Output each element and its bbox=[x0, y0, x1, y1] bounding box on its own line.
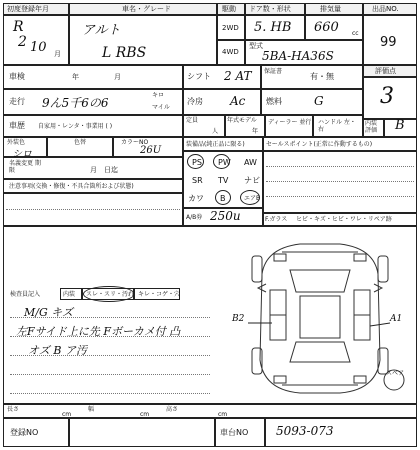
glass-options: ヒビ・キズ・ヒビ・ワレ・リペア跡 bbox=[296, 216, 392, 223]
notes-label: 注意事項(交換・修復・不具合箇所および状態) bbox=[9, 183, 134, 190]
year-model-label: 年式モデル bbox=[227, 117, 257, 124]
car-name-value: アルト bbox=[82, 23, 121, 38]
tag-kise: スレ・スリ・汚れ bbox=[86, 291, 135, 298]
displacement-value: 660 bbox=[314, 20, 339, 35]
capacity-label: 定員 bbox=[186, 117, 199, 124]
warranty-label: 保証書 bbox=[264, 68, 283, 75]
doors-value: 5. HB bbox=[254, 20, 292, 35]
drive-label: 駆動 bbox=[222, 5, 236, 13]
inspector-line-5 bbox=[10, 393, 210, 394]
color2-label: 色替 bbox=[74, 139, 87, 146]
equip-airbag: エアB bbox=[244, 195, 261, 202]
reg-date-label: 初度登録年月 bbox=[7, 5, 49, 13]
height-unit: cm bbox=[218, 411, 228, 418]
shift-value: 2 AT bbox=[224, 69, 252, 83]
sales-line-3 bbox=[266, 196, 414, 197]
tag-kise-circle bbox=[83, 286, 135, 302]
equip-leather: カワ bbox=[188, 194, 204, 203]
sales-line-1 bbox=[266, 166, 414, 167]
doors-label: ドア数・形状 bbox=[249, 5, 291, 13]
length-unit: cm bbox=[62, 411, 72, 418]
handle-label: ハンドル 左・右 bbox=[318, 119, 356, 133]
sales-line-2 bbox=[266, 181, 414, 182]
equip-pw: PW bbox=[218, 158, 231, 167]
model-value: 5BA-HA36S bbox=[262, 49, 334, 63]
grade-value: L RBS bbox=[102, 45, 147, 61]
displacement-label: 排気量 bbox=[320, 5, 341, 13]
model-label: 型式 bbox=[249, 42, 263, 50]
spare-label: スペア bbox=[386, 370, 405, 377]
km-label: キロ bbox=[152, 92, 165, 99]
color-no-label: カラーNO bbox=[121, 139, 149, 146]
inspector-note-1: M/G キズ bbox=[24, 306, 74, 319]
reg-no-label: 登録NO bbox=[10, 428, 39, 437]
name-change-month-day: 月 日迄 bbox=[90, 166, 118, 174]
score-label: 評価点 bbox=[375, 67, 396, 75]
ps-circle bbox=[187, 154, 204, 169]
color-no-value: 26U bbox=[140, 145, 162, 156]
width-label: 幅 bbox=[88, 406, 95, 413]
reg-month-label: 月 bbox=[54, 50, 61, 58]
tag-interior: 内装 bbox=[63, 291, 76, 298]
warranty-sub: 有・無 bbox=[310, 72, 334, 81]
name-change-label: 名義変更 期 限 bbox=[9, 160, 41, 174]
score-value: 3 bbox=[380, 84, 394, 109]
shaken-year-label: 年 bbox=[72, 73, 79, 81]
equip-b: B bbox=[220, 194, 226, 203]
ac-value: Ac bbox=[230, 94, 246, 108]
mileage-label: 走行 bbox=[9, 97, 25, 106]
inspector-label: 検査員記入 bbox=[10, 291, 41, 298]
chassis-value: 5093-073 bbox=[276, 424, 334, 438]
history-label: 車歴 bbox=[9, 121, 25, 130]
cc-unit: cc bbox=[352, 30, 359, 37]
mile-label: マイル bbox=[152, 104, 170, 111]
sales-point-label: セールスポイント(正常に作動するもの) bbox=[266, 141, 373, 148]
shift-label: シフト bbox=[187, 72, 211, 81]
inspector-note-2: 左Fサイド上に先 Fボーカメ付 凸 bbox=[16, 325, 181, 338]
notes-top-line bbox=[6, 209, 180, 210]
fuel-value: G bbox=[314, 94, 324, 108]
glass-label: F.ガラス bbox=[265, 216, 288, 223]
interior-value: B bbox=[395, 118, 405, 133]
sales-point-area bbox=[263, 151, 417, 213]
key-value: 250u bbox=[210, 209, 241, 223]
reg-month: 10 bbox=[30, 40, 47, 55]
inspector-note-3: オズ B ア汚 bbox=[28, 344, 87, 357]
drive-2wd: 2WD bbox=[222, 24, 239, 32]
ac-label: 冷房 bbox=[187, 97, 203, 106]
capacity-unit: 人 bbox=[212, 128, 219, 135]
drive-4wd: 4WD bbox=[222, 48, 239, 56]
equipment-label: 装備品(純正品に限る) bbox=[186, 141, 245, 148]
mileage-value: 9ん5千6の6 bbox=[42, 96, 109, 110]
year-model-unit: 年 bbox=[252, 128, 259, 135]
color-label: 外装色 bbox=[7, 139, 26, 146]
lot-label: 出品NO. bbox=[372, 5, 399, 13]
width-unit: cm bbox=[140, 411, 150, 418]
shaken-cell bbox=[3, 65, 183, 89]
lot-value: 99 bbox=[380, 35, 397, 50]
interior-label: 内装 評価 bbox=[365, 120, 378, 134]
diagram-label-a1: A1 bbox=[390, 314, 403, 324]
fuel-label: 燃料 bbox=[266, 97, 282, 106]
key-label: A/B券 bbox=[186, 214, 203, 221]
length-label: 長さ bbox=[7, 406, 20, 413]
b-circle bbox=[215, 190, 231, 205]
height-label: 高さ bbox=[166, 406, 179, 413]
inspector-line-4 bbox=[10, 374, 210, 375]
shaken-month-label: 月 bbox=[114, 73, 121, 81]
equip-navi: ナビ bbox=[244, 176, 260, 185]
car-name-label: 車名・グレード bbox=[122, 5, 171, 13]
tag-kiu: キレ・コゲ・穴 bbox=[138, 291, 180, 298]
pw-circle bbox=[213, 154, 230, 169]
chassis-label: 車台NO bbox=[220, 428, 249, 437]
equip-aw: AW bbox=[244, 158, 257, 167]
reg-era: R bbox=[13, 19, 24, 35]
color-value: シロ bbox=[12, 149, 32, 160]
reg-no-value-cell bbox=[69, 418, 215, 447]
equip-ps: PS bbox=[192, 158, 202, 167]
equip-sr: SR bbox=[192, 176, 203, 185]
airbag-circle bbox=[240, 190, 260, 205]
diagram-label-b2: B2 bbox=[232, 314, 245, 324]
shaken-label: 車検 bbox=[9, 72, 25, 81]
dealer-label: ディーラー 並行 bbox=[268, 119, 312, 126]
history-options: 自家用・レンタ・事業用 ( ) bbox=[38, 123, 113, 130]
equip-tv: TV bbox=[218, 176, 229, 185]
reg-year: 2 bbox=[18, 34, 27, 50]
